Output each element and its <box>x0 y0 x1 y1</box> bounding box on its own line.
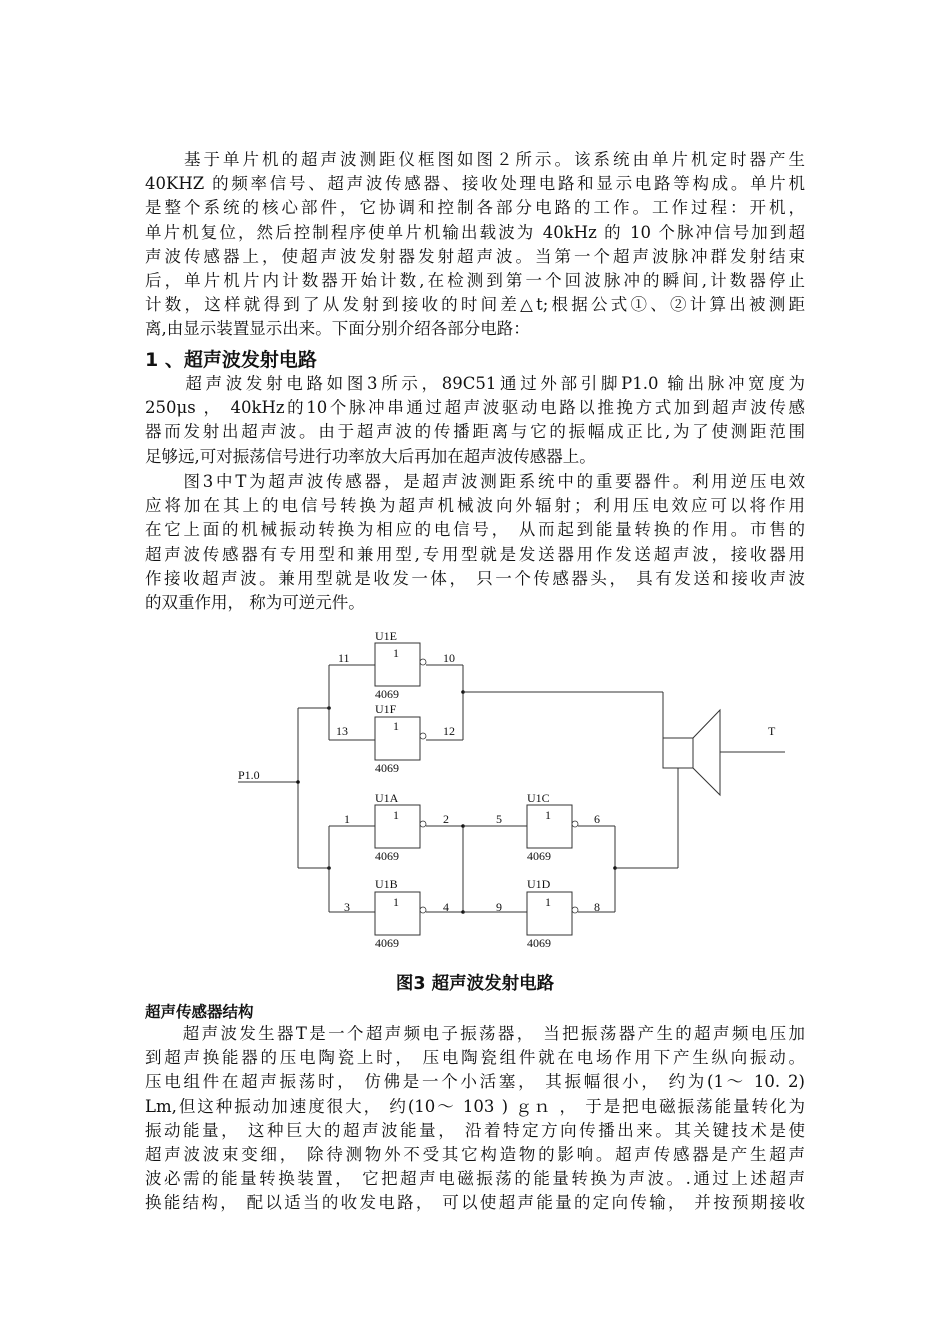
text-line: Lm,但这种振动加速度很大， 约(10～ 103 ) ｇｎ ， 于是把电磁振荡能量转化为 <box>145 1096 805 1116</box>
text-line: 足够远,可对振荡信号进行功率放大后再加在超声波传感器上。 <box>145 446 596 466</box>
chip-type-label: 4069 <box>527 936 551 950</box>
intro-paragraph <box>145 148 805 342</box>
transmit-circuit-paragraph <box>145 372 805 469</box>
gate-name-u1c: U1C <box>527 791 550 805</box>
gate-name-u1e: U1E <box>375 629 397 643</box>
pin-number: 4 <box>443 900 449 914</box>
text-line: 单片机复位，然后控制程序使单片机输出载波为 40kHz 的 10 个脉冲信号加到超 <box>145 222 805 242</box>
gate-symbol: 1 <box>393 808 399 822</box>
chip-type-label: 4069 <box>375 687 399 701</box>
gate-name-u1f: U1F <box>375 702 397 716</box>
output-label-t: T <box>768 724 776 738</box>
chip-type-label: 4069 <box>375 936 399 950</box>
text-line: 250μs ， 40kHz的10个脉冲串通过超声波驱动电路以推挽方式加到超声波传感 <box>145 398 805 418</box>
gate-symbol: 1 <box>393 895 399 909</box>
text-line: 超声波波束变细， 除待测物外不受其它构造物的影响。超声传感器是产生超声 <box>145 1145 805 1165</box>
text-line: 声波传感器上，使超声波发射器发射超声波。当第一个超声波脉冲群发射结束 <box>145 246 805 266</box>
text-line: 器而发射出超声波。由于超声波的传播距离与它的振幅成正比,为了使测距范围 <box>145 422 805 442</box>
text-line: 超声波传感器有专用型和兼用型,专用型就是发送器用作发送超声波，接收器用 <box>145 544 805 564</box>
text-line: 换能结构， 配以适当的收发电路， 可以使超声能量的定向传输， 并按预期接收 <box>145 1193 805 1213</box>
speaker-horn-icon <box>693 710 720 795</box>
gate-symbol: 1 <box>545 895 551 909</box>
section-heading-sensor-structure: 超声传感器结构 <box>145 1003 254 1021</box>
text-line: 在它上面的机械振动转换为相应的电信号， 从而起到能量转换的作用。市售的 <box>145 520 805 540</box>
figure-caption: 图3 超声波发射电路 <box>395 974 555 994</box>
pin-number: 3 <box>344 900 350 914</box>
text-line: 后，单片机片内计数器开始计数,在检测到第一个回波脉冲的瞬间,计数器停止 <box>145 271 805 291</box>
text-line: 波必需的能量转换装置， 它把超声电磁振荡的能量转换为声波。.通过上述超声 <box>145 1169 805 1189</box>
text-line: 超声波发生器T是一个超声频电子振荡器， 当把振荡器产生的超声频电压加 <box>145 1024 805 1043</box>
text-line: 基于单片机的超声波测距仪框图如图２所示。该系统由单片机定时器产生 <box>145 150 805 169</box>
text-line: 是整个系统的核心部件，它协调和控制各部分电路的工作。工作过程：开机， <box>145 198 805 218</box>
pin-number: 6 <box>594 812 600 826</box>
text-line: 振动能量， 这种巨大的超声波能量， 沿着特定方向传播出来。其关键技术是使 <box>145 1120 805 1140</box>
chip-type-label: 4069 <box>527 849 551 863</box>
text-line: 作接收超声波。兼用型就是收发一体， 只一个传感器头， 具有发送和接收声波 <box>145 568 805 588</box>
gate-name-u1a: U1A <box>375 791 399 805</box>
text-line: 离,由显示装置显示出来。下面分别介绍各部分电路： <box>145 319 530 339</box>
text-line: 压电组件在超声振荡时， 仿佛是一个小活塞， 其振幅很小， 约为(1～ 10. 2) <box>145 1072 805 1092</box>
pin-number: 8 <box>594 900 600 914</box>
pin-number: 1 <box>344 812 350 826</box>
text-line: 到超声换能器的压电陶瓷上时， 压电陶瓷组件就在电场作用下产生纵向振动。 <box>145 1048 805 1068</box>
sensor-structure-paragraph <box>145 1022 805 1216</box>
chip-type-label: 4069 <box>375 761 399 775</box>
pin-number: 9 <box>496 900 502 914</box>
text-line: 40KHZ 的频率信号、超声波传感器、接收处理电路和显示电路等构成。单片机 <box>145 174 805 194</box>
gate-symbol: 1 <box>393 719 399 733</box>
pin-number: 2 <box>443 812 449 826</box>
pin-number: 10 <box>443 651 455 665</box>
text-line: 超声波发射电路如图3所示，89C51通过外部引脚P1.0 输出脉冲宽度为 <box>145 374 805 393</box>
text-line: 应将加在其上的电信号转换为超声机械波向外辐射；利用压电效应可以将作用 <box>145 496 805 516</box>
text-line: 计数，这样就得到了从发射到接收的时间差△t;根据公式①、②计算出被测距 <box>145 295 805 315</box>
pin-number: 5 <box>496 812 502 826</box>
input-label-p10: P1.0 <box>238 768 260 782</box>
transmit-circuit-diagram <box>0 620 950 960</box>
gate-symbol: 1 <box>545 808 551 822</box>
sensor-description-paragraph <box>145 470 805 615</box>
pin-number: 13 <box>336 724 348 738</box>
text-line: 的双重作用， 称为可逆元件。 <box>145 593 365 613</box>
pin-number: 12 <box>443 724 455 738</box>
text-line: 图3中T为超声波传感器，是超声波测距系统中的重要器件。利用逆压电效 <box>145 472 805 491</box>
chip-type-label: 4069 <box>375 849 399 863</box>
gate-name-u1b: U1B <box>375 877 398 891</box>
gate-name-u1d: U1D <box>527 877 551 891</box>
pin-number: 11 <box>338 651 350 665</box>
section-heading-transmit-circuit: 1 、超声波发射电路 <box>145 349 317 371</box>
transducer-t <box>663 738 693 768</box>
gate-symbol: 1 <box>393 646 399 660</box>
